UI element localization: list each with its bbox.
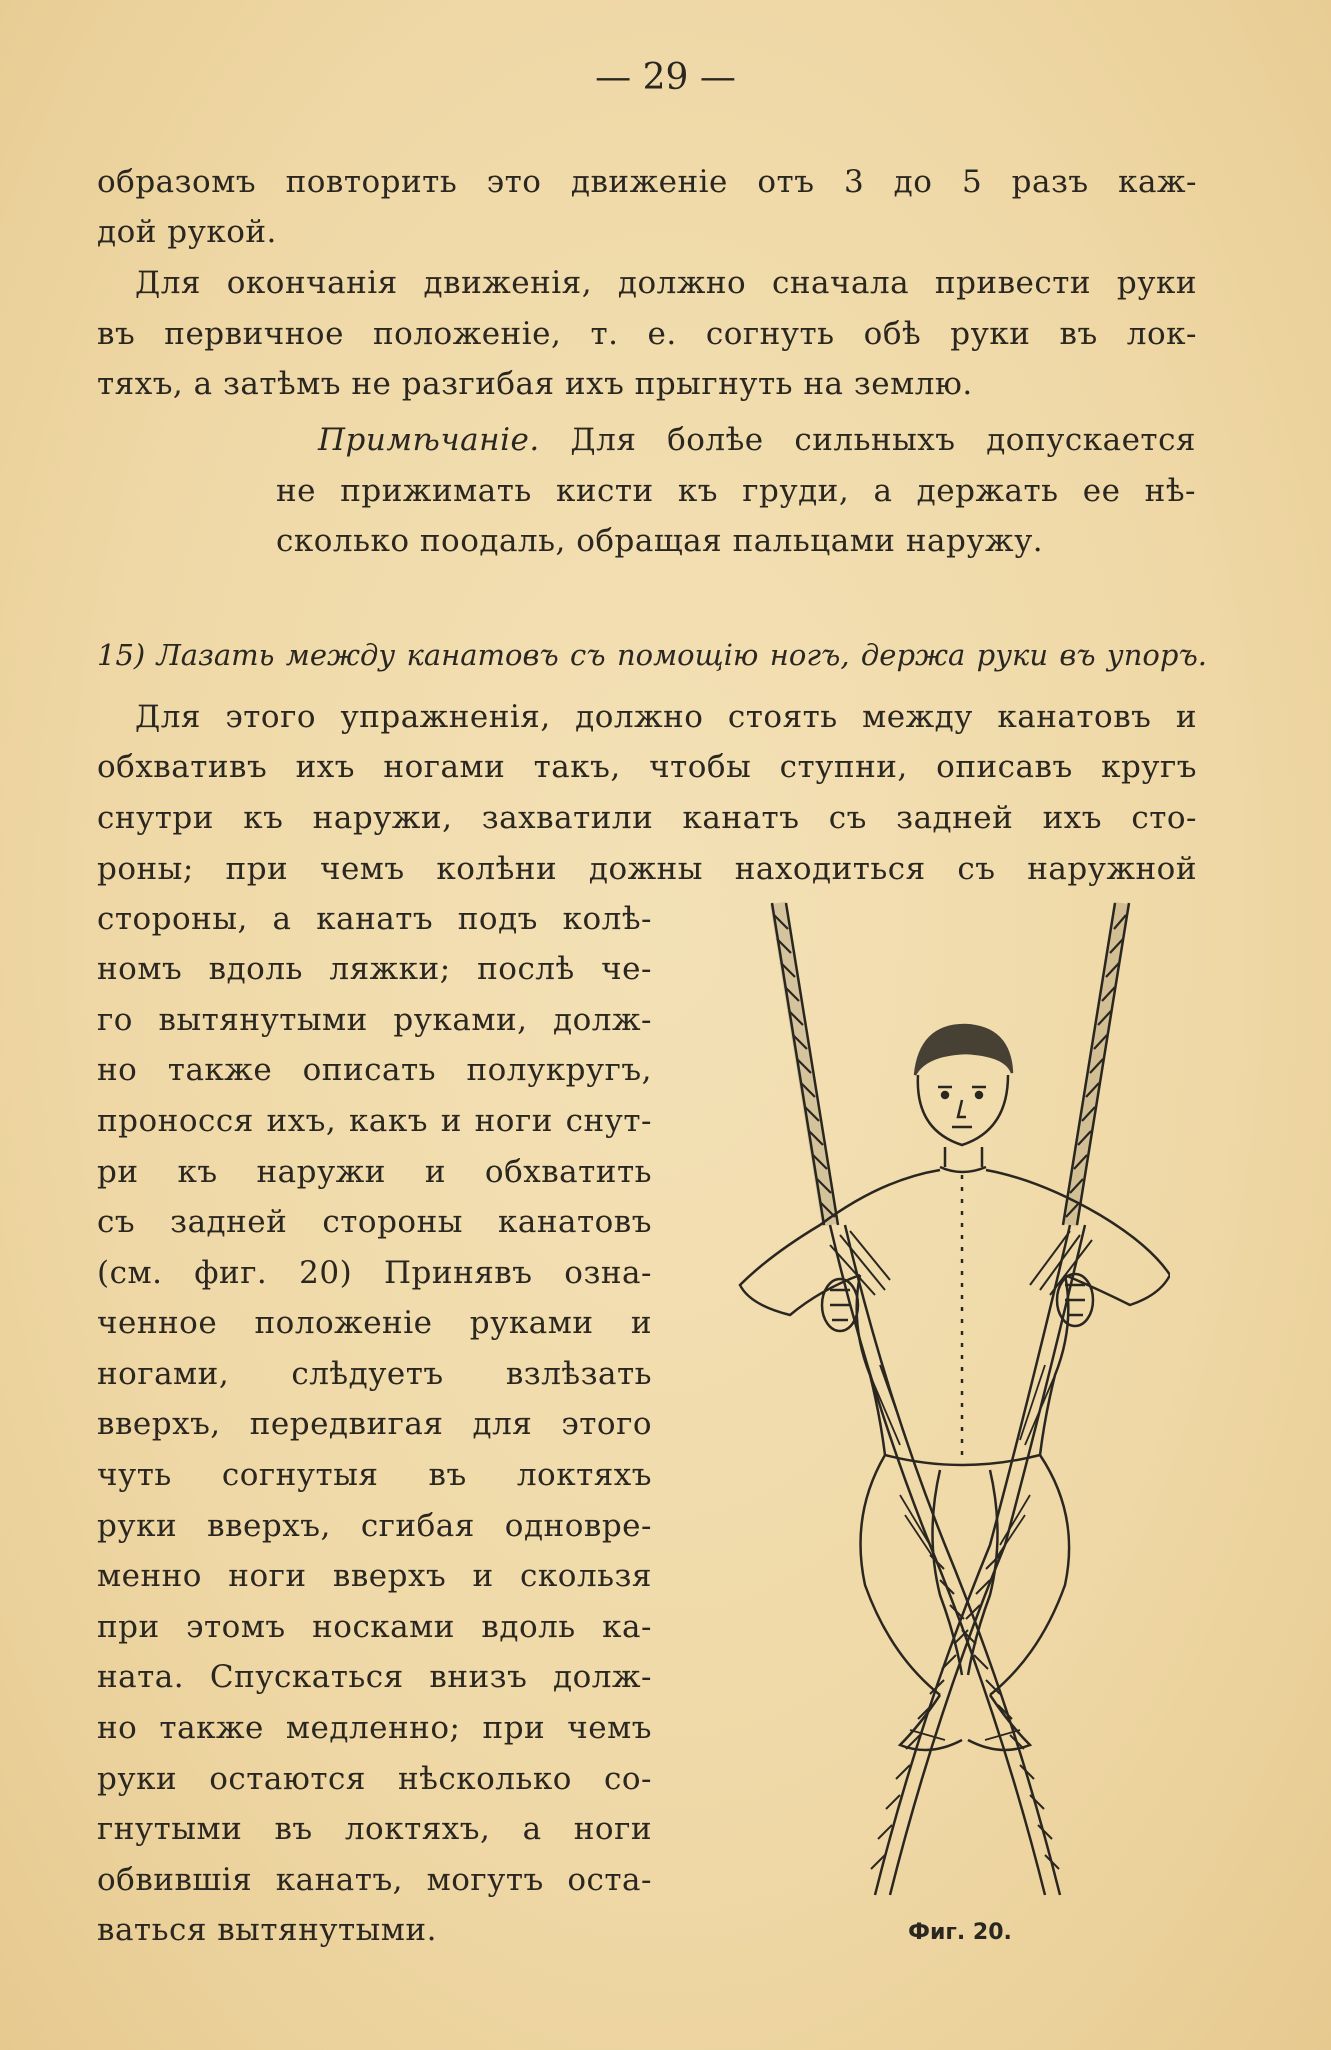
- text-line: ногами, слѣдуетъ взлѣзать: [97, 1356, 652, 1392]
- ropes-lower-crossed: [830, 1225, 1085, 1895]
- text-line: обвившія канатъ, могутъ оста-: [97, 1862, 652, 1898]
- page-number: — 29 —: [595, 57, 736, 98]
- text-line: образомъ повторить это движеніе отъ 3 до 5 разъ каж-: [97, 164, 1197, 200]
- text-line: роны; при чемъ колѣни дожны находиться съ наружной: [97, 851, 1197, 887]
- left-rope-upper: [772, 903, 838, 1225]
- note-text: Для болѣе сильныхъ допускается: [570, 422, 1196, 458]
- right-rope-upper: [1063, 903, 1129, 1225]
- text-line: но также медленно; при чемъ: [97, 1710, 652, 1746]
- text-line: обхвативъ ихъ ногами такъ, чтобы ступни, описавъ кругъ: [97, 749, 1197, 785]
- figure-legs: [861, 1455, 1070, 1695]
- text-line: дой рукой.: [97, 214, 277, 250]
- text-line: руки остаются нѣсколько со-: [97, 1761, 652, 1797]
- text-line: ри къ наружи и обхватить: [97, 1154, 652, 1190]
- text-line: номъ вдоль ляжки; послѣ че-: [97, 951, 652, 987]
- text-line: Для этого упражненія, должно стоять между канатовъ и: [135, 699, 1197, 735]
- text-line: снутри къ наружи, захватили канатъ съ задней ихъ сто-: [97, 800, 1197, 836]
- text-line: чуть согнутыя въ локтяхъ: [97, 1457, 652, 1493]
- text-line: при этомъ носками вдоль ка-: [97, 1609, 652, 1645]
- note-label: Примѣчаніе.: [318, 422, 540, 458]
- text-line: проносся ихъ, какъ и ноги снут-: [97, 1103, 652, 1139]
- text-line: гнутыми въ локтяхъ, а ноги: [97, 1811, 652, 1847]
- text-line: (см. фиг. 20) Принявъ озна-: [97, 1255, 652, 1291]
- text-line: но также описать полукругъ,: [97, 1052, 652, 1088]
- text-line: не прижимать кисти къ груди, а держать ее нѣ-: [276, 473, 1196, 509]
- text-line: съ задней стороны канатовъ: [97, 1204, 652, 1240]
- text-line: го вытянутыми руками, долж-: [97, 1002, 652, 1038]
- text-line: ната. Спускаться внизъ долж-: [97, 1659, 652, 1695]
- figure-body: [740, 1170, 1170, 1465]
- text-line: Для окончанія движенія, должно сначала привести руки: [135, 265, 1197, 301]
- text-line: въ первичное положеніе, т. е. согнуть обѣ руки въ лок-: [97, 316, 1197, 352]
- text-line: тяхъ, а затѣмъ не разгибая ихъ прыгнуть на землю.: [97, 366, 973, 402]
- note-first-line: [318, 420, 1196, 460]
- section-heading: 15) Лазать между канатовъ съ помощію ногъ, держа руки въ упоръ.: [97, 638, 1207, 672]
- text-line: стороны, а канатъ подъ колѣ-: [97, 901, 652, 937]
- text-line: ченное положеніе руками и: [97, 1305, 652, 1341]
- text-line: вверхъ, передвигая для этого: [97, 1406, 652, 1442]
- text-line: сколько поодаль, обращая пальцами наружу.: [276, 523, 1044, 559]
- figure-20-illustration: [700, 895, 1170, 1905]
- text-line: менно ноги вверхъ и скользя: [97, 1558, 652, 1594]
- figure-head: [915, 1025, 1012, 1172]
- text-line: ваться вытянутыми.: [97, 1912, 437, 1948]
- figure-caption: Фиг. 20.: [908, 1920, 1012, 1945]
- text-line: руки вверхъ, сгибая одновре-: [97, 1508, 652, 1544]
